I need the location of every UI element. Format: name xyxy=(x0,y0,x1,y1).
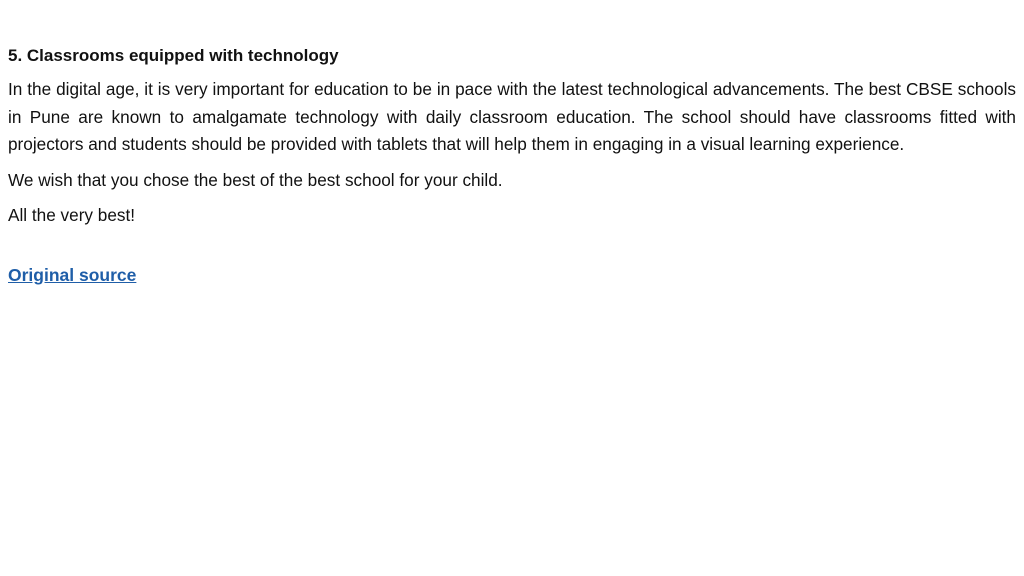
original-source-link[interactable]: Original source xyxy=(8,264,137,285)
paragraph-closing: All the very best! xyxy=(8,205,136,225)
document-body xyxy=(8,44,1016,287)
paragraph-technology: In the digital age, it is very important for education to be in pace with the latest technological advancements. The best CBSE schools in Pune are known to amalgamate technology with daily classroom education. The school should have classrooms fitted with projectors and students should be provided with tablets that will help them in engaging in a visual learning experience. xyxy=(8,79,1016,154)
paragraph-wish: We wish that you chose the best of the best school for your child. xyxy=(8,169,503,190)
section-heading: 5. Classrooms equipped with technology xyxy=(8,46,339,65)
